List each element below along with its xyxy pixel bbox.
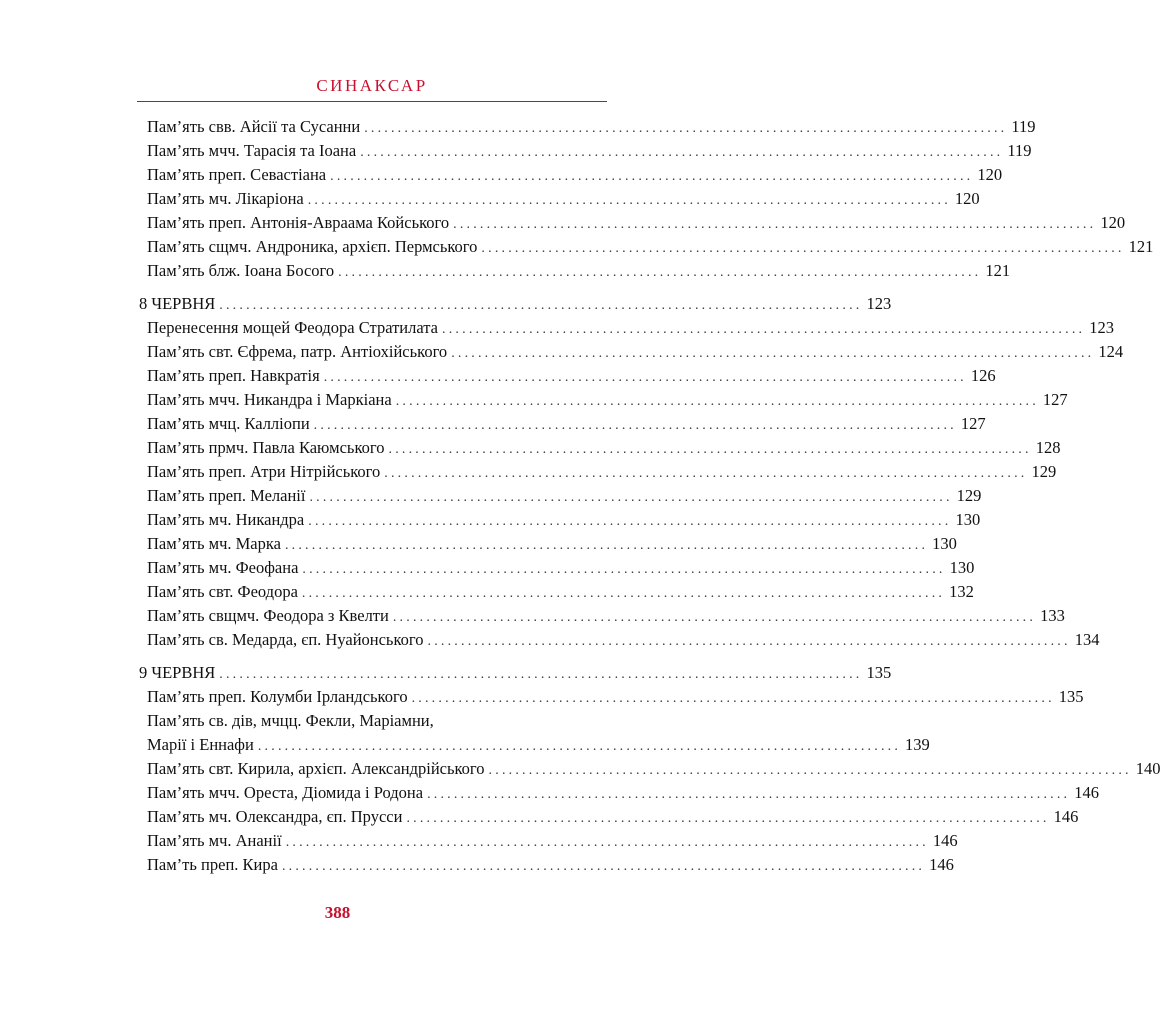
leader-dots: ................................................................................................ [257, 739, 902, 754]
leader-dots: ................................................................................................ [451, 346, 1095, 361]
toc-entry [147, 259, 1011, 283]
toc-entry-title: Пам’ять преп. Колумби Ірландського [147, 687, 408, 706]
leader-dots: ................................................................................................ [219, 667, 863, 682]
toc-entry [147, 628, 1100, 652]
toc-entry-title: Пам’ять преп. Навкратія [147, 366, 320, 385]
toc-entry-page: 128 [1035, 438, 1061, 457]
toc-entry-page: 119 [1011, 117, 1036, 136]
toc-entry-title: Пам’ять мч. Феофана [147, 558, 299, 577]
toc-entry-page: 127 [960, 414, 986, 433]
toc-entry-title: Пам’ять мч. Ананії [147, 831, 282, 850]
toc-entry-page: 129 [1031, 462, 1057, 481]
toc-entry-title: Пам’ть преп. Кира [147, 855, 278, 874]
leader-dots: ................................................................................................ [308, 514, 952, 529]
toc-entry-page: 130 [949, 558, 975, 577]
toc-entry-title: Пам’ять свщмч. Феодора з Квелти [147, 606, 389, 625]
toc-entry-title: Пам’ять свт. Єфрема, патр. Антіохійського [147, 342, 448, 361]
toc-entry-page: 120 [977, 165, 1003, 184]
toc-entry [147, 340, 1124, 364]
toc-entry [147, 829, 958, 853]
toc-entry [147, 139, 1032, 163]
toc-entry-page: 129 [956, 486, 982, 505]
leader-dots: ................................................................................................ [384, 466, 1028, 481]
toc-entry-page: 130 [955, 510, 981, 529]
running-head-title: СИНАКСАР [316, 76, 428, 95]
toc-section-page: 135 [866, 663, 892, 682]
toc-entry-page: 135 [1058, 687, 1084, 706]
toc-entry-title: Пам’ять блж. Іоана Босого [147, 261, 335, 280]
toc-entry [147, 805, 1079, 829]
toc-entry-page: 120 [954, 189, 980, 208]
toc-entry-page: 133 [1040, 606, 1065, 625]
toc-entry [147, 757, 1161, 781]
leader-dots: ................................................................................................ [481, 241, 1125, 256]
leader-dots: ................................................................................................ [406, 811, 1050, 826]
table-of-contents [139, 0, 1161, 1024]
toc-entry-title: Пам’ять св. Медарда, єп. Нуайонського [147, 630, 424, 649]
toc-entry-title: Пам’ять преп. Севастіана [147, 165, 327, 184]
toc-entry-page: 121 [1128, 237, 1154, 256]
leader-dots: ................................................................................................ [307, 193, 951, 208]
leader-dots: ................................................................................................ [301, 586, 946, 601]
toc-entry-page: 146 [929, 855, 954, 874]
toc-entry-title: Пам’ять преп. Меланії [147, 486, 306, 505]
toc-entry-page: 123 [1089, 318, 1114, 337]
toc-entry-first-line [147, 709, 605, 733]
leader-dots: ................................................................................................ [309, 490, 953, 505]
page-number: 388 [324, 903, 351, 922]
toc-entry [147, 187, 980, 211]
toc-entry [147, 484, 982, 508]
toc-entry [147, 115, 1036, 139]
toc-entry [147, 781, 1100, 805]
toc-entry [147, 580, 974, 604]
toc-entry [147, 460, 1057, 484]
toc-entry [147, 733, 930, 757]
toc-entry [147, 388, 1068, 412]
toc-entry-page: 139 [905, 735, 930, 754]
toc-entry [147, 685, 1084, 709]
toc-entry-title: Пам’ять преп. Антонія-Авраама Койського [147, 213, 450, 232]
toc-entry-title: Пам’ять мчц. Калліопи [147, 414, 310, 433]
leader-dots: ................................................................................................ [323, 370, 967, 385]
leader-dots: ................................................................................................ [313, 418, 957, 433]
toc-entry-title: Пам’ять свт. Феодора [147, 582, 298, 601]
toc-entry-title: Пам’ять мчч. Ореста, Діомида і Родона [147, 783, 424, 802]
toc-entry-title: Пам’ять мчч. Никандра і Маркіана [147, 390, 392, 409]
toc-section-page: 123 [866, 294, 892, 313]
toc-entry [147, 556, 975, 580]
toc-entry-page: 140 [1135, 759, 1161, 778]
leader-dots: ................................................................................................ [392, 610, 1037, 625]
toc-section-heading [139, 292, 892, 316]
leader-dots: ................................................................................................ [388, 442, 1032, 457]
toc-section-title: 8 ЧЕРВНЯ [139, 294, 216, 313]
toc-entry-page: 146 [1074, 783, 1100, 802]
toc-entry-title: Пам’ять свв. Айсії та Сусанни [147, 117, 361, 136]
toc-entry-page: 146 [932, 831, 958, 850]
toc-entry-page: 146 [1053, 807, 1079, 826]
toc-entry-title: Пам’ять мч. Марка [147, 534, 281, 553]
toc-entry-title: Пам’ять мч. Никандра [147, 510, 305, 529]
toc-entry-title: Пам’ять прмч. Павла Каюмського [147, 438, 385, 457]
leader-dots: ................................................................................................ [219, 298, 863, 313]
toc-entry [147, 211, 1126, 235]
toc-entry [147, 412, 986, 436]
toc-section-title: 9 ЧЕРВНЯ [139, 663, 216, 682]
toc-entry-page: 124 [1098, 342, 1124, 361]
toc-entry [147, 436, 1061, 460]
leader-dots: ................................................................................................ [338, 265, 982, 280]
leader-dots: ................................................................................................ [285, 835, 929, 850]
toc-entry [147, 364, 996, 388]
leader-dots: ................................................................................................ [395, 394, 1039, 409]
leader-dots: ................................................................................................ [302, 562, 946, 577]
toc-entry-page: 134 [1074, 630, 1100, 649]
toc-entry-page: 121 [985, 261, 1011, 280]
toc-entry-title: Марії і Еннафи [147, 735, 254, 754]
toc-entry-page: 120 [1100, 213, 1126, 232]
toc-entry-title: Пам’ять мч. Лікаріона [147, 189, 304, 208]
leader-dots: ................................................................................................ [488, 763, 1132, 778]
toc-entry [147, 853, 954, 877]
toc-entry-title: Пам’ять свт. Кирила, архієп. Александрійського [147, 759, 485, 778]
leader-dots: ................................................................................................ [453, 217, 1097, 232]
toc-entry [147, 604, 1065, 628]
leader-dots: ................................................................................................ [284, 538, 929, 553]
toc-entry-page: 126 [970, 366, 996, 385]
leader-dots: ................................................................................................ [442, 322, 1086, 337]
toc-entry-title: Пам’ять сщмч. Андроника, архієп. Пермського [147, 237, 478, 256]
leader-dots: ................................................................................................ [427, 787, 1071, 802]
toc-entry-page: 127 [1042, 390, 1068, 409]
toc-entry-title: Пам’ять преп. Атри Нітрійського [147, 462, 381, 481]
toc-entry [147, 532, 957, 556]
leader-dots: ................................................................................................ [411, 691, 1055, 706]
leader-dots: ................................................................................................ [360, 145, 1004, 160]
leader-dots: ................................................................................................ [427, 634, 1071, 649]
toc-entry-title: Пам’ять мчч. Тарасія та Іоана [147, 141, 357, 160]
leader-dots: ................................................................................................ [364, 121, 1008, 136]
toc-entry-title: Перенесення мощей Феодора Стратилата [147, 318, 439, 337]
toc-entry-page: 119 [1007, 141, 1032, 160]
toc-entry [147, 235, 1154, 259]
toc-entry-title: Пам’ять мч. Олександра, єп. Прусси [147, 807, 403, 826]
toc-section-heading [139, 661, 892, 685]
leader-dots: ................................................................................................ [281, 859, 926, 874]
toc-entry [147, 508, 981, 532]
toc-entry [147, 163, 1003, 187]
leader-dots: ................................................................................................ [330, 169, 974, 184]
toc-entry-title: Пам’ять св. дів, мчцц. Фекли, Маріамни, [147, 711, 434, 730]
toc-entry [147, 316, 1114, 340]
toc-entry-page: 132 [949, 582, 974, 601]
toc-entry-page: 130 [932, 534, 957, 553]
